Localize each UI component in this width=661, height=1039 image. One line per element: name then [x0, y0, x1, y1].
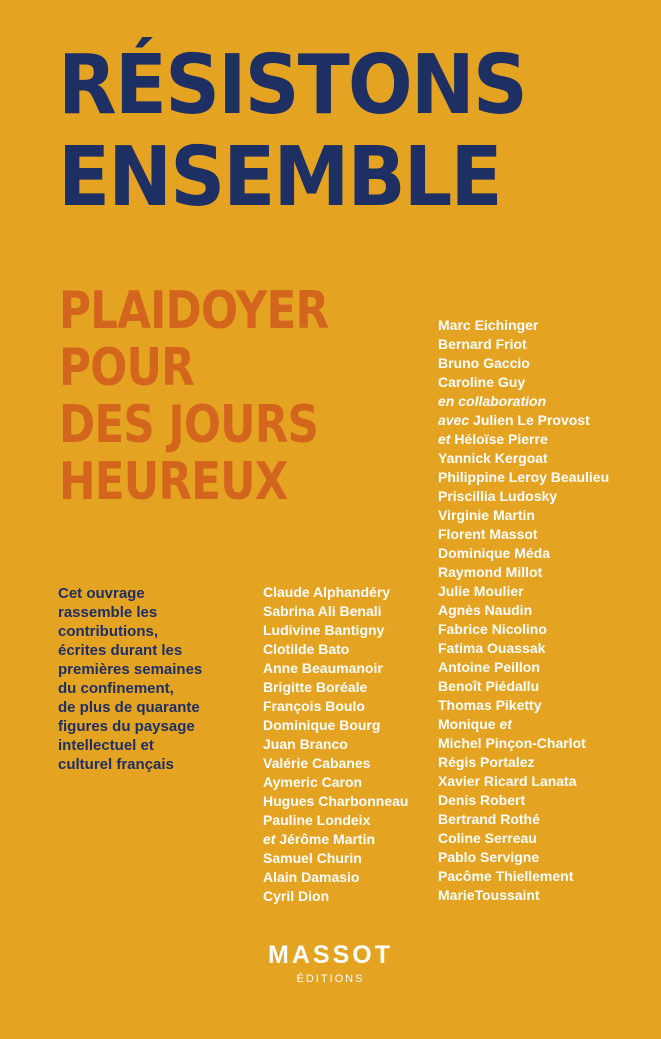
contributor-name: Antoine Peillon: [438, 659, 540, 675]
blurb-line: culturel français: [58, 756, 174, 773]
blurb-line: de plus de quarante: [58, 699, 200, 716]
contributor-name: Coline Serreau: [438, 830, 537, 846]
contributor-item: [263, 849, 408, 868]
contributor-name: MarieToussaint: [438, 887, 540, 903]
contributor-name: Ludivine Bantigny: [263, 622, 385, 638]
contributor-item: [263, 697, 408, 716]
contributor-item: [438, 430, 609, 449]
contributor-name: Julie Moulier: [438, 583, 524, 599]
contributor-item: [438, 373, 609, 392]
blurb-line: premières semaines: [58, 661, 203, 678]
contributor-item: [263, 716, 408, 735]
contributor-item: [438, 867, 609, 886]
contributor-name: Monique: [438, 716, 496, 732]
contributor-name: Pacôme Thiellement: [438, 868, 574, 884]
book-title: [58, 40, 526, 224]
contributor-item: [263, 659, 408, 678]
contributor-item: [263, 830, 408, 849]
contributor-item: [438, 677, 609, 696]
contributor-name: Benoît Piédallu: [438, 678, 540, 694]
contributor-connector: et: [499, 716, 512, 732]
contributor-item: [438, 848, 609, 867]
publisher-imprint: ÉDITIONS: [296, 973, 365, 985]
contributor-connector: et: [263, 831, 276, 847]
title-line-2: ENSEMBLE: [58, 130, 501, 225]
contributor-name: Fabrice Nicolino: [438, 621, 547, 637]
contributor-name: Julien Le Provost: [473, 412, 590, 428]
contributor-item: [438, 601, 609, 620]
contributor-item: [263, 811, 408, 830]
contributor-name: Samuel Churin: [263, 850, 362, 866]
contributors-list-right: [438, 316, 609, 905]
contributor-item: [438, 639, 609, 658]
contributor-name: Michel Pinçon-Charlot: [438, 735, 586, 751]
contributor-name: Yannick Kergoat: [438, 450, 548, 466]
title-line-1: RÉSISTONS: [58, 38, 526, 133]
contributor-name: Agnès Naudin: [438, 602, 533, 618]
contributor-name: Caroline Guy: [438, 374, 526, 390]
contributor-name: Bruno Gaccio: [438, 355, 530, 371]
contributor-name: Jérôme Martin: [279, 831, 376, 847]
subtitle-line-2: POUR: [59, 338, 194, 398]
contributor-connector: en collaboration: [438, 393, 547, 409]
blurb-line: figures du paysage: [58, 718, 195, 735]
contributor-name: Pablo Servigne: [438, 849, 540, 865]
cover-blurb: [58, 584, 248, 774]
contributor-item: [263, 792, 408, 811]
contributor-name: Marc Eichinger: [438, 317, 539, 333]
contributor-name: Valérie Cabanes: [263, 755, 371, 771]
contributor-item: [438, 392, 609, 411]
contributor-connector: avec: [438, 412, 470, 428]
contributor-item: [438, 620, 609, 639]
contributor-item: [263, 602, 408, 621]
subtitle-line-3: DES JOURS: [59, 395, 319, 455]
contributor-name: Philippine Leroy Beaulieu: [438, 469, 610, 485]
publisher-name: MASSOT: [268, 941, 393, 969]
contributor-item: [263, 754, 408, 773]
contributor-item: [438, 829, 609, 848]
contributor-item: [438, 563, 609, 582]
contributor-item: [438, 525, 609, 544]
contributor-item: [438, 506, 609, 525]
contributor-name: Régis Portalez: [438, 754, 535, 770]
contributor-item: [438, 411, 609, 430]
contributor-item: [438, 810, 609, 829]
contributor-item: [263, 583, 408, 602]
contributor-name: Bernard Friot: [438, 336, 527, 352]
contributor-connector: et: [438, 431, 451, 447]
contributor-item: [263, 678, 408, 697]
contributor-item: [438, 753, 609, 772]
contributor-item: [438, 772, 609, 791]
contributor-item: [263, 640, 408, 659]
contributor-item: [438, 468, 609, 487]
blurb-line: contributions,: [58, 623, 158, 640]
contributor-item: [263, 621, 408, 640]
contributor-item: [438, 316, 609, 335]
contributor-name: Héloïse Pierre: [454, 431, 548, 447]
blurb-line: Cet ouvrage: [58, 585, 145, 602]
blurb-line: intellectuel et: [58, 737, 154, 754]
contributor-name: Denis Robert: [438, 792, 526, 808]
contributor-name: Thomas Piketty: [438, 697, 542, 713]
contributor-name: Bertrand Rothé: [438, 811, 540, 827]
subtitle-line-4: HEUREUX: [59, 452, 288, 512]
contributor-item: [438, 658, 609, 677]
contributor-name: Dominique Méda: [438, 545, 551, 561]
contributor-name: Fatima Ouassak: [438, 640, 546, 656]
contributor-name: Brigitte Boréale: [263, 679, 368, 695]
blurb-line: écrites durant les: [58, 642, 183, 659]
contributor-item: [263, 868, 408, 887]
contributor-item: [438, 449, 609, 468]
contributor-name: Claude Alphandéry: [263, 584, 391, 600]
contributor-name: Anne Beaumanoir: [263, 660, 383, 676]
contributor-item: [438, 582, 609, 601]
contributor-name: Priscillia Ludosky: [438, 488, 558, 504]
contributor-item: [438, 544, 609, 563]
contributor-name: Pauline Londeix: [263, 812, 371, 828]
contributor-item: [263, 773, 408, 792]
blurb-line: du confinement,: [58, 680, 174, 697]
contributor-item: [438, 734, 609, 753]
contributor-name: Aymeric Caron: [263, 774, 363, 790]
book-subtitle: [59, 283, 328, 511]
subtitle-line-1: PLAIDOYER: [59, 281, 329, 341]
contributor-item: [438, 886, 609, 905]
blurb-line: rassemble les: [58, 604, 158, 621]
contributor-item: [263, 887, 408, 906]
contributor-item: [438, 335, 609, 354]
contributor-name: Cyril Dion: [263, 888, 330, 904]
contributor-item: [438, 696, 609, 715]
contributor-item: [438, 487, 609, 506]
contributor-item: [263, 735, 408, 754]
contributor-name: Hugues Charbonneau: [263, 793, 409, 809]
contributor-name: François Boulo: [263, 698, 365, 714]
contributors-list-left: [263, 583, 408, 906]
publisher-logo: [0, 940, 661, 986]
contributor-name: Dominique Bourg: [263, 717, 381, 733]
contributor-name: Clotilde Bato: [263, 641, 350, 657]
contributor-item: [438, 354, 609, 373]
contributor-name: Virginie Martin: [438, 507, 535, 523]
contributor-name: Juan Branco: [263, 736, 348, 752]
contributor-name: Sabrina Ali Benali: [263, 603, 382, 619]
contributor-name: Xavier Ricard Lanata: [438, 773, 577, 789]
contributor-item: [438, 791, 609, 810]
contributor-name: Raymond Millot: [438, 564, 543, 580]
contributor-name: Florent Massot: [438, 526, 538, 542]
contributor-name: Alain Damasio: [263, 869, 360, 885]
contributor-item: [438, 715, 609, 734]
